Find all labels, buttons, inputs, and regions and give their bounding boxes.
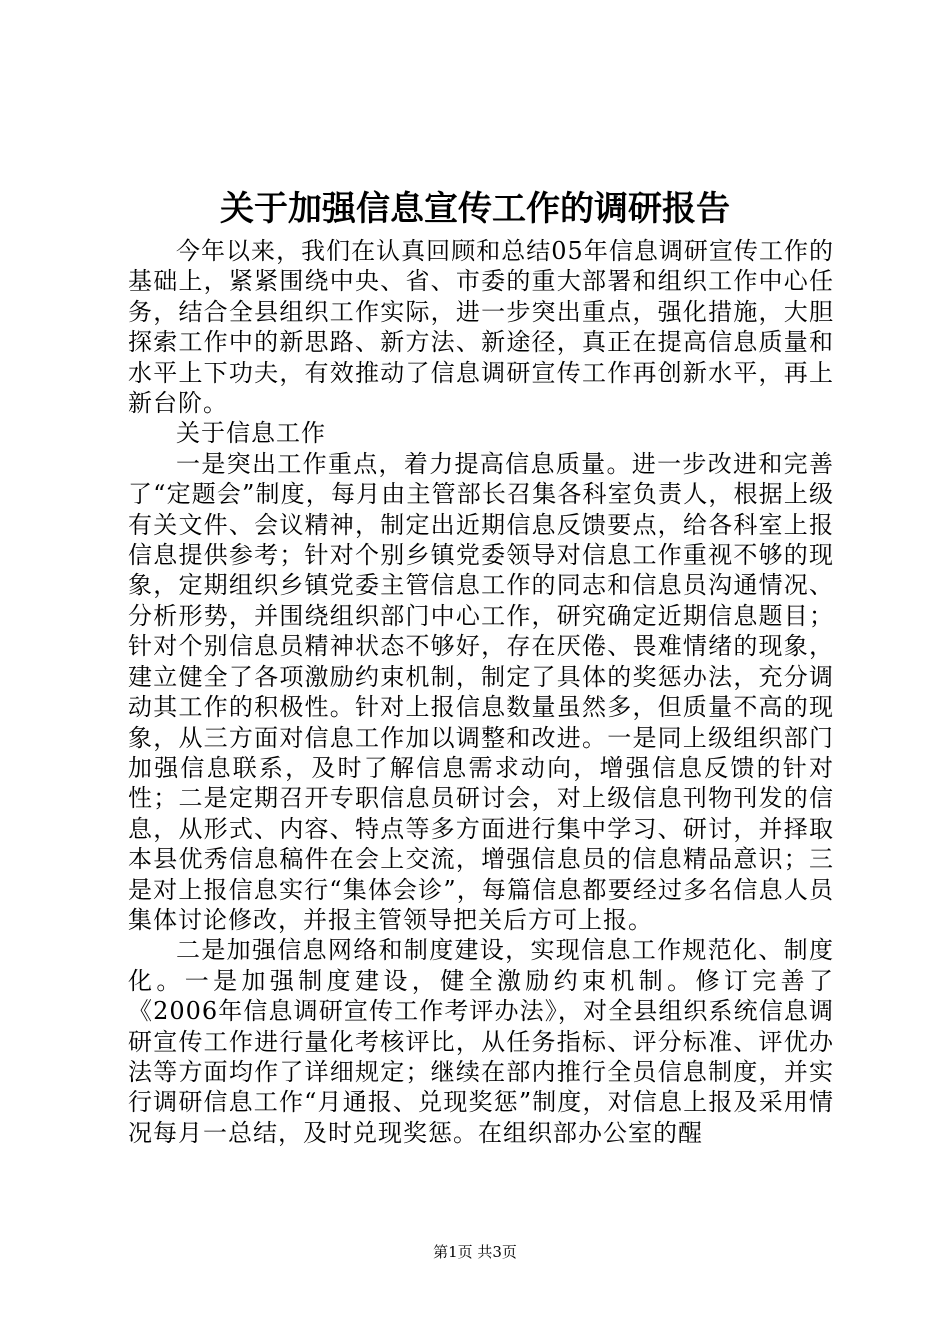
document-body: [128, 236, 834, 1148]
paragraph-point-one: 一是突出工作重点，着力提高信息质量。进一步改进和完善了“定题会”制度，每月由主管部长召集各科室负责人，根据上级有关文件、会议精神，制定出近期信息反馈要点，给各科室上报信息提供参考；针对个别乡镇党委领导对信息工作重视不够的现象，定期组织乡镇党委主管信息工作的同志和信息员沟通情况、分析形势，并围绕组织部门中心工作，研究确定近期信息题目；针对个别信息员精神状态不够好，存在厌倦、畏难情绪的现象，建立健全了各项激励约束机制，制定了具体的奖惩办法，充分调动其工作的积极性。针对上报信息数量虽然多，但质量不高的现象，从三方面对信息工作加以调整和改进。一是同上级组织部门加强信息联系，及时了解信息需求动向，增强信息反馈的针对性；二是定期召开专职信息员研讨会，对上级信息刊物刊发的信息，从形式、内容、特点等多方面进行集中学习、研讨，并择取本县优秀信息稿件在会上交流，增强信息员的信息精品意识；三是对上报信息实行“集体会诊”，每篇信息都要经过多名信息人员集体讨论修改，并报主管领导把关后方可上报。: [128, 449, 834, 934]
page-footer: 第1页 共3页: [433, 1243, 517, 1261]
paragraph-point-two: 二是加强信息网络和制度建设，实现信息工作规范化、制度化。一是加强制度建设，健全激励约束机制。修订完善了《2006年信息调研宣传工作考评办法》，对全县组织系统信息调研宣传工作进行量化考核评比，从任务指标、评分标准、评优办法等方面均作了详细规定；继续在部内推行全员信息制度，并实行调研信息工作“月通报、兑现奖惩”制度，对信息上报及采用情况每月一总结，及时兑现奖惩。在组织部办公室的醒: [128, 936, 834, 1147]
document-title: 关于加强信息宣传工作的调研报告: [220, 189, 730, 229]
section-heading-info-work: 关于信息工作: [176, 419, 326, 448]
paragraph-intro: 今年以来，我们在认真回顾和总结05年信息调研宣传工作的基础上，紧紧围绕中央、省、市委的重大部署和组织工作中心任务，结合全县组织工作实际，进一步突出重点，强化措施，大胆探索工作中的新思路、新方法、新途径，真正在提高信息质量和水平上下功夫，有效推动了信息调研宣传工作再创新水平，再上新台阶。: [128, 237, 834, 418]
